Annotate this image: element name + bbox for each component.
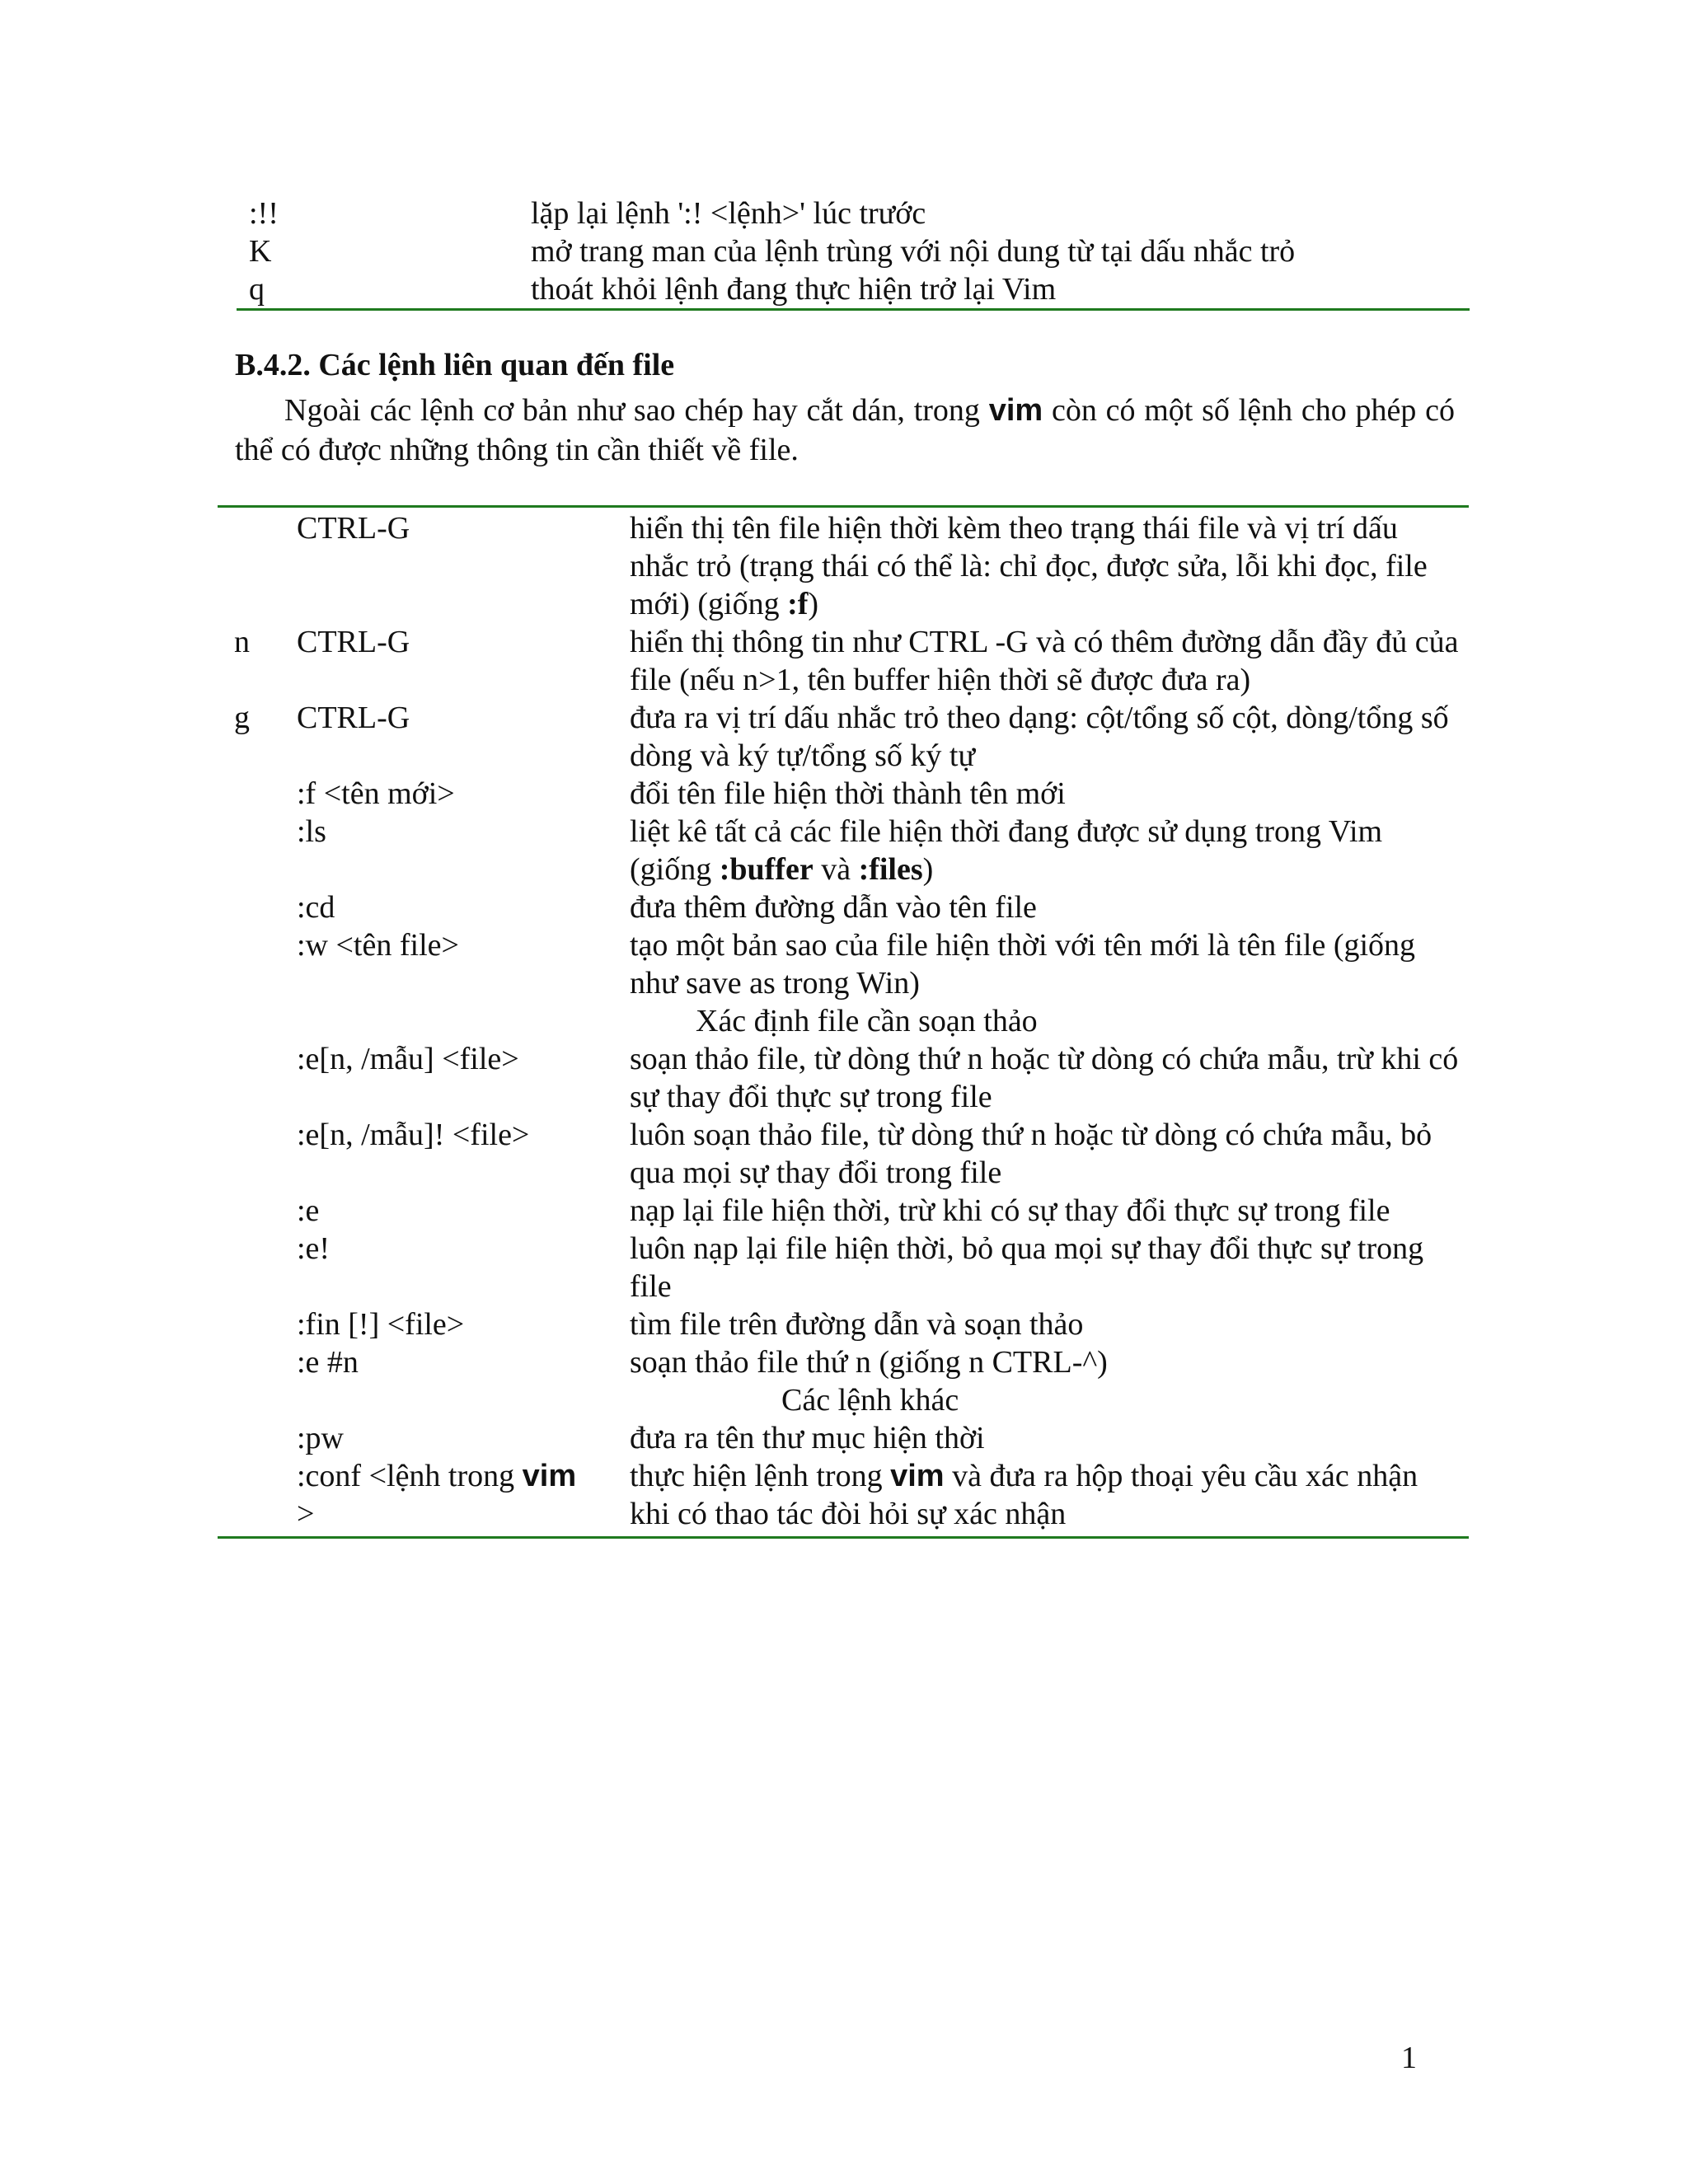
command-key: :ls [297, 814, 326, 849]
table-row [234, 623, 1470, 699]
table-row [234, 775, 1470, 813]
table-row [234, 813, 1470, 888]
table-row [234, 1457, 1470, 1533]
command-description: luôn soạn thảo file, từ dòng thứ n hoặc từ dòng có chứa mẫu, bỏ qua mọi sự thay đổi trong file [630, 1118, 1432, 1190]
command-key: :e [297, 1193, 320, 1228]
command-key: CTRL-G [297, 625, 410, 659]
table-row [234, 1116, 1470, 1192]
table-row [234, 1230, 1470, 1305]
command-description: tạo một bản sao của file hiện thời với tên mới là tên file (giống như save as trong Win) [630, 928, 1416, 1001]
table-row [234, 1040, 1470, 1116]
command-description: tìm file trên đường dẫn và soạn thảo [630, 1307, 1084, 1342]
vim-keyword: vim [522, 1459, 577, 1493]
command-key: :fin [!] <file> [297, 1307, 465, 1342]
intro-paragraph: Ngoài các lệnh cơ bản như sao chép hay cắt dán, trong vim còn có một số lệnh cho phép có thể có được những thông tin cần thiết về file. [235, 393, 1456, 467]
table-row [234, 1192, 1470, 1230]
command-description: thoát khỏi lệnh đang thực hiện trở lại Vim [531, 272, 1057, 307]
table-row [246, 270, 1469, 308]
command-key: :e! [297, 1231, 331, 1266]
command-key: :f <tên mới> [297, 776, 455, 811]
command-key: :pw [297, 1421, 344, 1455]
command-key: :e[n, /mẫu] <file> [297, 1042, 519, 1076]
command-description: đưa ra vị trí dấu nhắc trỏ theo dạng: cột/tổng số cột, dòng/tổng số dòng và ký tự/tổng số ký tự [630, 701, 1449, 773]
subsection-title: Xác định file cần soạn thảo [696, 1004, 1038, 1038]
table-divider [218, 1536, 1469, 1539]
table-row [234, 509, 1470, 623]
command-description: đưa ra tên thư mục hiện thời [630, 1421, 985, 1455]
table-divider [237, 308, 1470, 311]
command-key: q [249, 272, 265, 307]
command-prefix: n [234, 625, 250, 659]
table-row [234, 1305, 1470, 1343]
table-row [246, 232, 1469, 270]
command-key: K [249, 234, 272, 269]
command-description: liệt kê tất cả các file hiện thời đang được sử dụng trong Vim (giống :buffer và :files) [630, 814, 1383, 887]
command-prefix: g [234, 701, 250, 735]
table-divider [218, 505, 1469, 508]
vim-keyword: vim [890, 1459, 945, 1493]
file-command-table [234, 509, 1470, 1533]
command-key: :conf <lệnh trong vim > [297, 1459, 577, 1531]
vim-keyword: vim [988, 393, 1043, 428]
command-key: CTRL-G [297, 701, 410, 735]
command-key: :e[n, /mẫu]! <file> [297, 1118, 530, 1152]
command-description: nạp lại file hiện thời, trừ khi có sự thay đổi thực sự trong file [630, 1193, 1390, 1228]
command-description: luôn nạp lại file hiện thời, bỏ qua mọi sự thay đổi thực sự trong file [630, 1231, 1424, 1304]
command-key: :cd [297, 890, 335, 925]
command-description: mở trang man của lệnh trùng với nội dung từ tại dấu nhắc trỏ [531, 234, 1296, 269]
command-description: soạn thảo file, từ dòng thứ n hoặc từ dòng có chứa mẫu, trừ khi có sự thay đổi thực sự trong file [630, 1042, 1459, 1114]
page-number: 1 [1401, 2041, 1417, 2075]
subsection-title: Các lệnh khác [781, 1383, 959, 1418]
section-heading: B.4.2. Các lệnh liên quan đến file [235, 348, 675, 382]
table-row [234, 1343, 1470, 1381]
top-command-table [246, 194, 1469, 308]
table-row [234, 699, 1470, 775]
command-description: lặp lại lệnh ':! <lệnh>' lúc trước [531, 196, 926, 231]
command-key: :!! [249, 196, 279, 231]
command-description: đổi tên file hiện thời thành tên mới [630, 776, 1066, 811]
command-description: thực hiện lệnh trong vim và đưa ra hộp thoại yêu cầu xác nhận khi có thao tác đòi hỏi sự xác nhận [630, 1459, 1418, 1531]
command-key: CTRL-G [297, 511, 410, 546]
table-row [234, 888, 1470, 926]
command-description: soạn thảo file thứ n (giống n CTRL-^) [630, 1345, 1108, 1380]
command-key: :e #n [297, 1345, 359, 1380]
command-description: hiển thị tên file hiện thời kèm theo trạng thái file và vị trí dấu nhắc trỏ (trạng thái có thể là: chỉ đọc, được sửa, lỗi khi đọc, file mới) (giống :f) [630, 511, 1428, 621]
command-key: :w <tên file> [297, 928, 459, 963]
table-row [234, 926, 1470, 1002]
command-description: hiển thị thông tin như CTRL -G và có thêm đường dẫn đầy đủ của file (nếu n>1, tên buffer hiện thời sẽ được đưa ra) [630, 625, 1459, 697]
table-row [234, 1419, 1470, 1457]
command-description: đưa thêm đường dẫn vào tên file [630, 890, 1037, 925]
table-row [246, 194, 1469, 232]
